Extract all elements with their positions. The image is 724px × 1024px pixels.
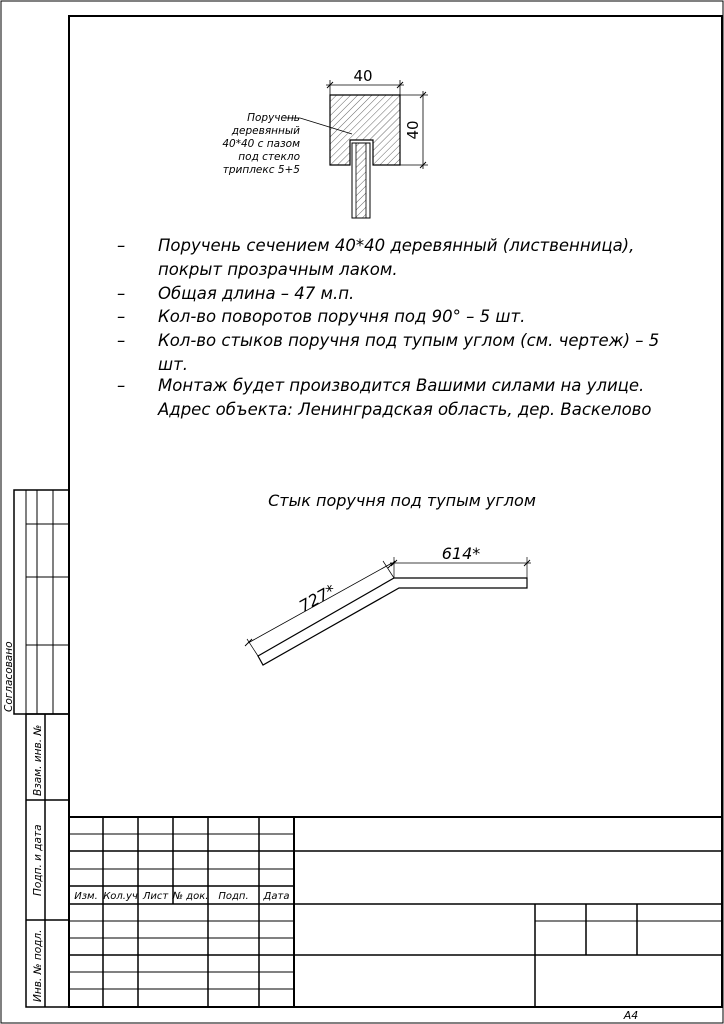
header-doc-no: № док. xyxy=(172,891,209,902)
section-callout xyxy=(222,112,300,176)
note-line: Кол-во поворотов поручня под 90° – 5 шт. xyxy=(158,307,526,326)
inclined-dimension-label: 727* xyxy=(295,580,339,616)
handrail-section-detail xyxy=(222,67,428,218)
side-stamp xyxy=(3,490,69,1007)
height-dimension-label: 40 xyxy=(404,120,422,140)
note-line: Монтаж будет производится Вашими силами на улице. xyxy=(158,376,645,395)
note-line: Поручень сечением 40*40 деревянный (лиственница), xyxy=(158,236,635,255)
format-label: А4 xyxy=(623,1009,639,1022)
header-qty: Кол.уч xyxy=(103,891,138,902)
note-line: Адрес объекта: Ленинградская область, дер. Васкелово xyxy=(158,400,652,419)
note-bullet: – xyxy=(117,307,126,326)
header-change: Изм. xyxy=(74,891,98,902)
note-bullet: – xyxy=(117,376,126,395)
note-line: шт. xyxy=(158,355,188,374)
callout-line: 40*40 с пазом xyxy=(222,138,300,150)
callout-line: деревянный xyxy=(231,125,300,137)
joint-detail xyxy=(245,491,536,665)
original-inv-label: Инв. № подл. xyxy=(32,929,44,1002)
sign-date-label: Подп. и дата xyxy=(32,824,44,896)
joint-detail-title: Стык поручня под тупым углом xyxy=(268,491,536,510)
note-bullet: – xyxy=(117,284,126,303)
header-signature: Подп. xyxy=(218,891,249,902)
note-line: покрыт прозрачным лаком. xyxy=(158,260,398,279)
horizontal-dimension-label: 614* xyxy=(441,544,481,563)
callout-line: триплекс 5+5 xyxy=(222,164,300,176)
callout-line: Поручень xyxy=(247,112,300,124)
width-dimension-label: 40 xyxy=(353,67,373,85)
joint-handrail-outline xyxy=(258,578,527,665)
header-sheet: Лист xyxy=(142,891,169,902)
note-line: Общая длина – 47 м.п. xyxy=(158,284,355,303)
header-date: Дата xyxy=(263,891,290,902)
agreed-label: Согласовано xyxy=(3,641,15,712)
title-block xyxy=(69,817,722,1007)
note-bullet: – xyxy=(117,331,126,350)
notes-list xyxy=(117,236,659,419)
glass-interlayer xyxy=(356,143,366,218)
note-bullet: – xyxy=(117,236,126,255)
callout-line: под стекло xyxy=(238,151,300,163)
note-line: Кол-во стыков поручня под тупым углом (см. чертеж) – 5 xyxy=(158,331,660,350)
replaced-inv-label: Взам. инв. № xyxy=(32,724,44,796)
